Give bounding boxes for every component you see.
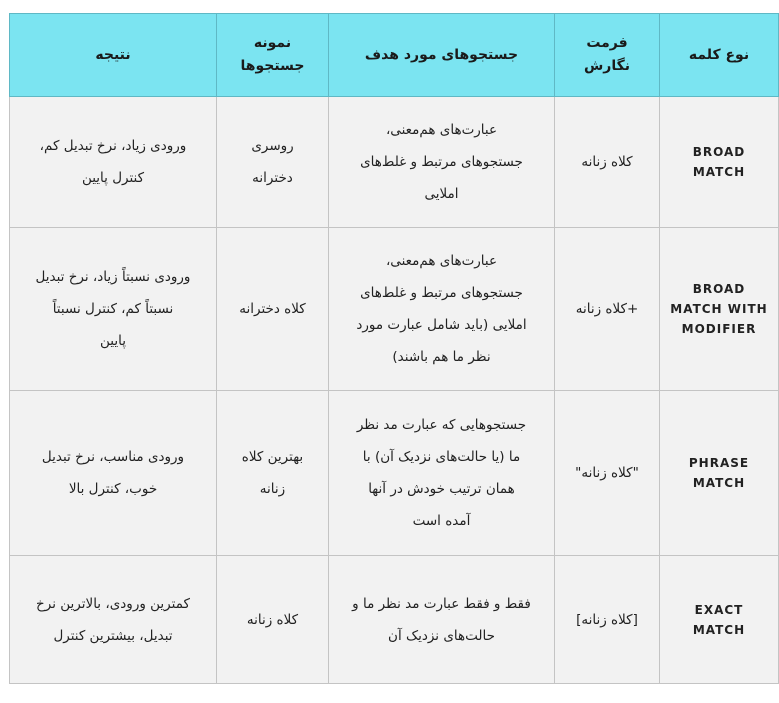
header-keyword-type: نوع کلمه <box>660 14 779 97</box>
sample-cell: کلاه دخترانه <box>217 228 329 391</box>
keyword-type-cell: BROAD MATCH <box>660 97 779 228</box>
result-cell: کمترین ورودی، بالاترین نرخ تبدیل، بیشترین کنترل <box>10 556 217 684</box>
header-row <box>10 14 779 97</box>
targets-cell: جستجوهایی که عبارت مد نظر ما (یا حالت‌های نزدیک آن) با همان ترتیب خودش در آنها آمده است <box>329 391 555 556</box>
result-cell: ورودی مناسب، نرخ تبدیل خوب، کنترل بالا <box>10 391 217 556</box>
targets-cell: عبارت‌های هم‌معنی، جستجوهای مرتبط و غلط‌های املایی <box>329 97 555 228</box>
targets-cell: فقط و فقط عبارت مد نظر ما و حالت‌های نزدیک آن <box>329 556 555 684</box>
header-sample-searches: نمونه جستجوها <box>217 14 329 97</box>
sample-cell: روسری دخترانه <box>217 97 329 228</box>
keyword-type-cell: BROAD MATCH WITH MODIFIER <box>660 228 779 391</box>
targets-cell: عبارت‌های هم‌معنی، جستجوهای مرتبط و غلط‌های املایی (باید شامل عبارت مورد نظر ما هم باشند) <box>329 228 555 391</box>
sample-cell: بهترین کلاه زنانه <box>217 391 329 556</box>
table-row <box>10 228 779 391</box>
table-row <box>10 97 779 228</box>
header-targeted-searches: جستجوهای مورد هدف <box>329 14 555 97</box>
keyword-match-types-table <box>9 13 779 684</box>
keyword-type-cell: EXACT MATCH <box>660 556 779 684</box>
format-cell: [کلاه زنانه] <box>555 556 660 684</box>
format-cell: +کلاه زنانه <box>555 228 660 391</box>
format-cell: کلاه زنانه <box>555 97 660 228</box>
table-row <box>10 556 779 684</box>
header-format: فرمت نگارش <box>555 14 660 97</box>
keyword-type-cell: PHRASE MATCH <box>660 391 779 556</box>
result-cell: ورودی نسبتاً زیاد، نرخ تبدیل نسبتاً کم، کنترل نسبتاً پایین <box>10 228 217 391</box>
table-row <box>10 391 779 556</box>
format-cell: "کلاه زنانه" <box>555 391 660 556</box>
sample-cell: کلاه زنانه <box>217 556 329 684</box>
result-cell: ورودی زیاد، نرخ تبدیل کم، کنترل پایین <box>10 97 217 228</box>
header-result: نتیجه <box>10 14 217 97</box>
